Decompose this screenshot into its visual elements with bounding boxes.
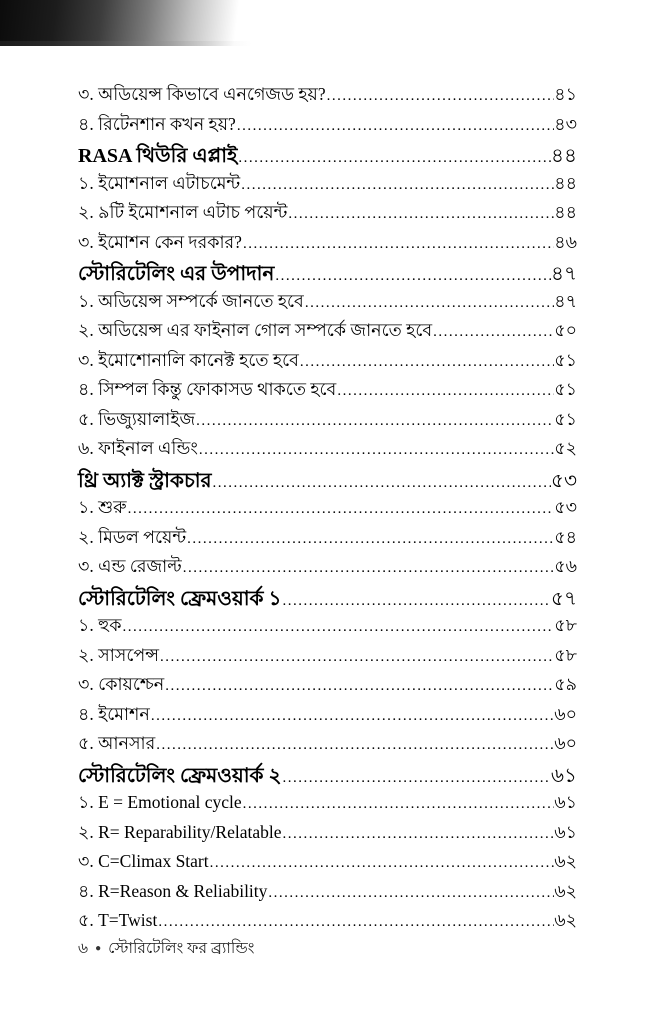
dot-leader [267, 885, 554, 902]
dot-leader [182, 560, 555, 577]
toc-entry-label: ৫. আনসার [78, 733, 156, 753]
dot-leader [282, 826, 555, 843]
toc-item-row [78, 407, 577, 437]
toc-entry-label: ৫. T=Twist [78, 910, 158, 930]
toc-entry-label: ১. অডিয়েন্স সম্পর্কে জানতে হবে [78, 290, 304, 311]
toc-entry-label: ৩. এন্ড রেজাল্ট [78, 556, 182, 576]
toc-item-row [78, 672, 577, 702]
toc-entry-page: ৬২ [554, 851, 577, 871]
toc-item-row [78, 377, 577, 407]
dot-leader [326, 88, 555, 105]
toc-item-row [78, 849, 577, 879]
toc-entry-page: ৪৭ [551, 263, 577, 285]
bullet-icon: ● [95, 943, 102, 954]
toc-entry-page: ৫৮ [554, 644, 577, 665]
dot-leader [209, 855, 555, 872]
toc-heading-row [78, 761, 577, 791]
toc-item-row [78, 525, 577, 555]
toc-item-row [78, 348, 577, 378]
dot-leader [212, 475, 551, 492]
toc-entry-label: ৩. ইমোশন কেন দরকার? [78, 231, 242, 252]
toc-item-row [78, 879, 577, 909]
toc-entry-page: ৫৭ [551, 587, 577, 610]
toc-heading-row [78, 584, 577, 614]
toc-entry-page: ৪৪ [554, 172, 577, 193]
dot-leader [186, 531, 554, 548]
toc-entry-page: ৪৩ [554, 113, 577, 134]
toc-item-row [78, 613, 577, 643]
toc-item-row [78, 289, 577, 319]
dot-leader [198, 442, 554, 459]
toc-entry-label: স্টোরিটেলিং ফ্রেমওয়ার্ক ১ [78, 587, 282, 610]
dot-leader [242, 796, 555, 813]
dot-leader [155, 737, 554, 754]
toc-entry-page: ৬১ [554, 821, 577, 842]
dot-leader [282, 593, 552, 610]
toc-item-row [78, 820, 577, 850]
dot-leader [299, 354, 554, 371]
toc-entry-label: ১. হুক [78, 615, 122, 635]
toc-entry-label: ৩. অডিয়েন্স কিভাবে এনগেজড হয়? [78, 84, 326, 104]
toc-entry-label: ২. ৯টি ইমোশনাল এটাচ পয়েন্ট [78, 202, 288, 222]
dot-leader [274, 268, 551, 285]
toc-entry-label: ২. অডিয়েন্স এর ফাইনাল গোল সম্পর্কে জানতে হবে [78, 320, 433, 340]
toc-entry-label: স্টোরিটেলিং এর উপাদান [78, 263, 275, 285]
toc-entry-page: ৫৩ [551, 469, 577, 492]
toc-item-row [78, 702, 577, 732]
toc-entry-label: ৬. ফাইনাল এন্ডিং [78, 438, 198, 458]
toc-entry-page: ৬২ [554, 910, 577, 930]
dot-leader [127, 501, 555, 518]
toc-entry-page: ৪৬ [554, 231, 577, 252]
toc-entry-page: ৪১ [554, 84, 577, 104]
toc-entry-page: ৬২ [554, 880, 577, 901]
toc-entry-page: ৫১ [554, 408, 577, 429]
toc-item-row [78, 436, 577, 466]
toc-entry-label: ৩. কোয়শ্চেন [78, 674, 165, 694]
toc-entry-page: ৫৮ [554, 615, 577, 635]
toc-heading-row [78, 466, 577, 496]
toc-entry-page: ৫০ [554, 320, 577, 340]
dot-leader [159, 649, 554, 666]
dot-leader [122, 619, 555, 636]
page-footer [78, 936, 254, 962]
toc-entry-label: ৩. ইমোশোনালি কানেক্ট হতে হবে [78, 349, 299, 370]
toc-item-row [78, 731, 577, 761]
dot-leader [236, 118, 554, 135]
dot-leader [150, 708, 554, 725]
toc-entry-page: ৬০ [554, 733, 577, 753]
toc-entry-page: ৫৩ [554, 497, 577, 517]
toc-entry-label: RASA থিউরি এপ্লাই [78, 145, 238, 167]
dot-leader [282, 770, 551, 787]
toc-heading-row [78, 141, 577, 171]
scan-gradient-artifact [0, 0, 252, 46]
toc-entry-label: ৪. R=Reason & Reliability [78, 880, 268, 901]
toc-entry-label: ১. শুরু [78, 497, 127, 517]
toc-entry-page: ৬০ [554, 703, 577, 724]
toc-entry-page: ৪৭ [554, 290, 577, 311]
toc-entry-label: ২. R= Reparability/Relatable [78, 821, 282, 842]
dot-leader [237, 150, 551, 167]
dot-leader [195, 413, 554, 430]
toc-entry-label: ৪. সিম্পল কিন্তু ফোকাসড থাকতে হবে [78, 379, 337, 399]
toc-entry-page: ৪৪ [554, 202, 577, 222]
toc-entry-label: ৪. ইমোশন [78, 703, 150, 724]
toc-entry-label: ১. ইমোশনাল এটাচমেন্ট [78, 172, 241, 193]
dot-leader [304, 295, 554, 312]
toc-entry-page: ৫১ [554, 379, 577, 399]
toc-item-row [78, 554, 577, 584]
dot-leader [240, 177, 554, 194]
dot-leader [164, 678, 554, 695]
dot-leader [287, 206, 554, 223]
dot-leader [432, 324, 554, 341]
toc-item-row [78, 171, 577, 201]
dot-leader [157, 914, 554, 931]
toc-item-row [78, 790, 577, 820]
toc-item-row [78, 495, 577, 525]
toc-entry-label: ২. মিডল পয়েন্ট [78, 526, 187, 547]
toc-item-row [78, 82, 577, 112]
footer-page-number: ৬ [78, 940, 89, 957]
toc-entry-label: ২. সাসপেন্স [78, 644, 160, 665]
toc-entry-page: ৬১ [551, 764, 577, 787]
footer-book-title: স্টোরিটেলিং ফর ব্র্যান্ডিং [108, 940, 255, 957]
toc-entry-label: ৪. রিটেনশান কখন হয়? [78, 113, 236, 134]
toc-item-row [78, 112, 577, 142]
toc-item-row [78, 318, 577, 348]
toc-entry-page: ৬১ [554, 792, 577, 812]
toc-item-row [78, 200, 577, 230]
toc-entry-label: স্টোরিটেলিং ফ্রেমওয়ার্ক ২ [78, 764, 282, 787]
toc-entry-label: থ্রি অ্যাক্ট স্ট্রাকচার [78, 469, 212, 492]
toc-entry-label: ৫. ভিজ্যুয়ালাইজ [78, 408, 196, 429]
toc-entry-page: ৫২ [554, 438, 577, 458]
dot-leader [336, 383, 554, 400]
toc-list [78, 82, 577, 938]
toc-item-row [78, 230, 577, 260]
toc-entry-page: ৪৪ [551, 145, 577, 167]
toc-item-row [78, 908, 577, 938]
toc-entry-label: ১. E = Emotional cycle [78, 792, 242, 812]
dot-leader [242, 236, 554, 253]
toc-item-row [78, 643, 577, 673]
toc-entry-page: ৫৯ [554, 674, 577, 694]
toc-entry-label: ৩. C=Climax Start [78, 851, 209, 871]
toc-entry-page: ৫১ [554, 349, 577, 370]
toc-entry-page: ৫৪ [554, 526, 577, 547]
toc-entry-page: ৫৬ [554, 556, 577, 576]
toc-heading-row [78, 259, 577, 289]
